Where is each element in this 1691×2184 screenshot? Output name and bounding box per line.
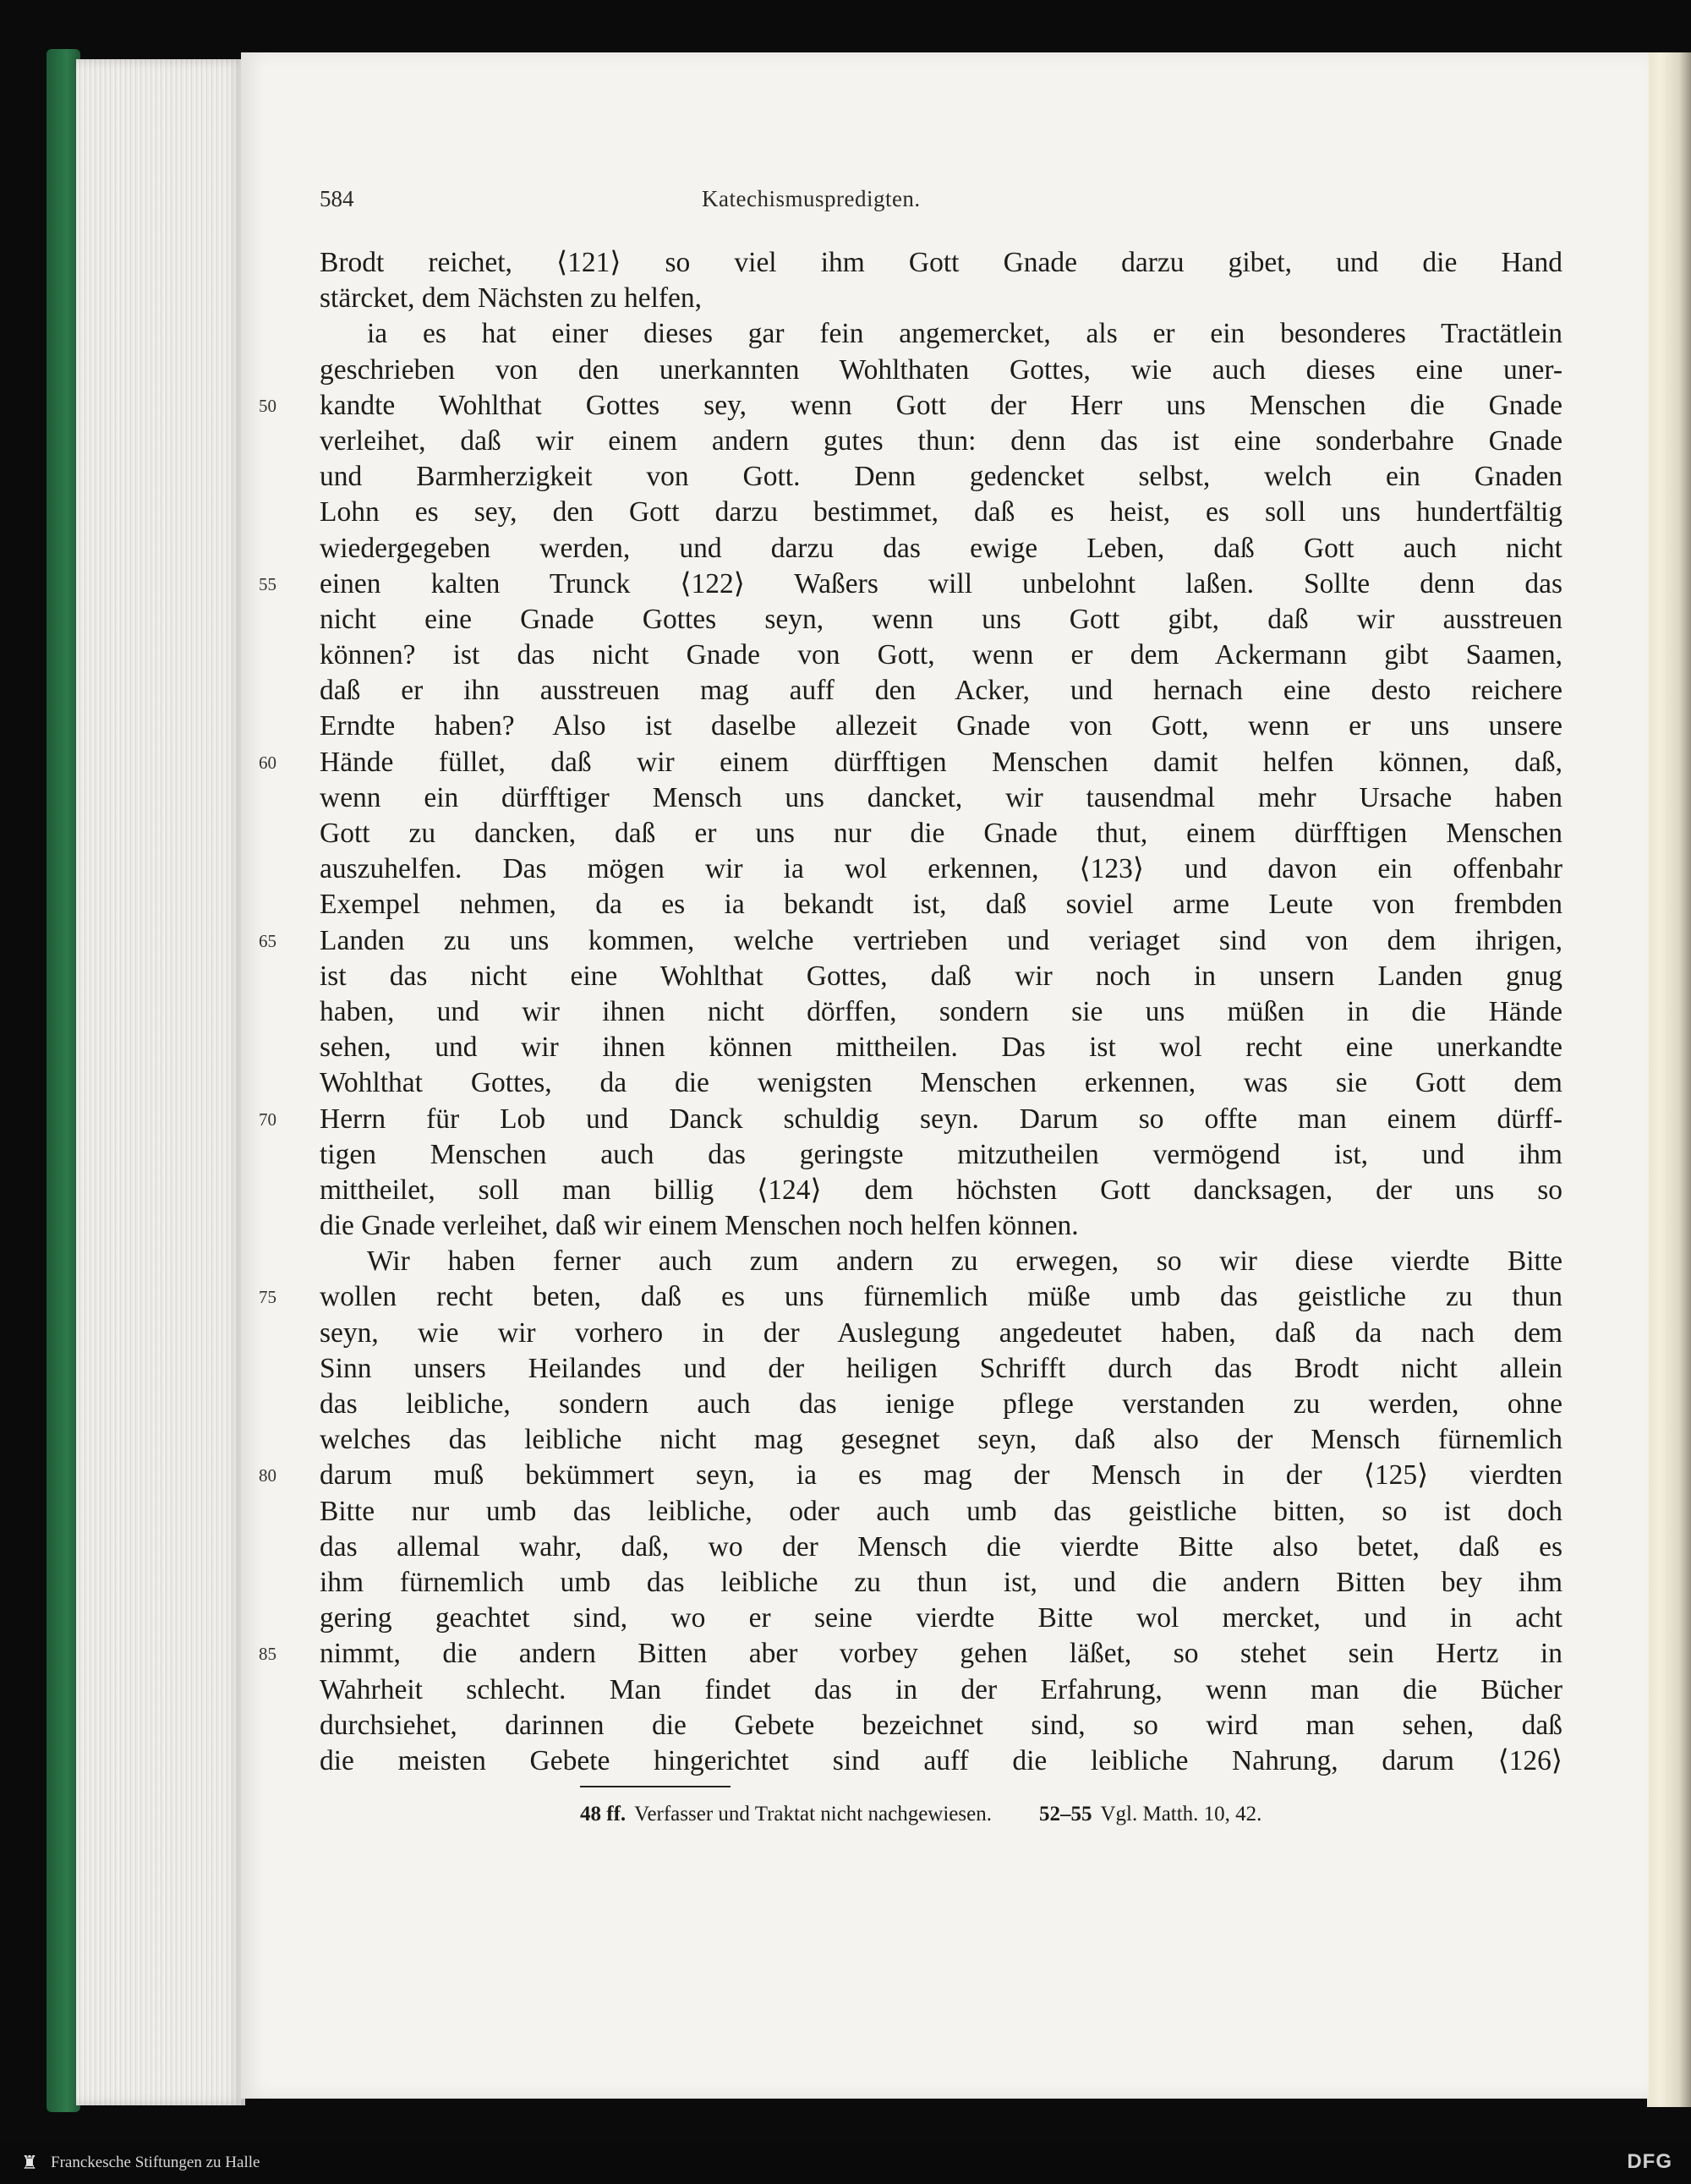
- line-text: können? ist das nicht Gnade von Gott, wenn er dem Ackermann gibt Saamen,: [320, 639, 1562, 671]
- line-text: das allemal wahr, daß, wo der Mensch die vierdte Bitte also betet, daß es: [320, 1530, 1562, 1563]
- text-line: [320, 1065, 1562, 1101]
- text-line: [320, 1672, 1562, 1708]
- line-text: haben, und wir ihnen nicht dörffen, sondern sie uns müßen in die Hände: [320, 995, 1562, 1027]
- line-text: mittheilet, soll man billig ⟨124⟩ dem höchsten Gott dancksagen, der uns so: [320, 1174, 1562, 1206]
- line-text: und Barmherzigkeit von Gott. Denn gedencket selbst, welch ein Gnaden: [320, 461, 1562, 493]
- line-number: 55: [259, 573, 276, 594]
- line-text: die Gnade verleihet, daß wir einem Menschen noch helfen können.: [320, 1210, 1079, 1242]
- line-number: 80: [259, 1465, 276, 1486]
- line-number: 65: [259, 930, 276, 951]
- text-line: [320, 1494, 1562, 1530]
- line-text: einen kalten Trunck ⟨122⟩ Waßers will unbelohnt laßen. Sollte denn das: [320, 567, 1562, 599]
- text-line: [320, 638, 1562, 673]
- text-line: [259, 1636, 1562, 1672]
- text-line: [320, 959, 1562, 994]
- line-text: Wahrheit schlecht. Man findet das in der Erfahrung, wenn man die Bücher: [320, 1673, 1562, 1705]
- line-text: seyn, wie wir vorhero in der Auslegung angedeutet haben, daß da nach dem: [320, 1316, 1562, 1349]
- line-text: Herrn für Lob und Danck schuldig seyn. Darum so offte man einem dürff-: [320, 1103, 1562, 1135]
- footnote-rule: [580, 1786, 731, 1787]
- line-text: tigen Menschen auch das geringste mitzutheilen vermögend ist, und ihm: [320, 1138, 1562, 1170]
- line-text: Wohlthat Gottes, da die wenigsten Menschen erkennen, was sie Gott dem: [320, 1067, 1562, 1099]
- line-text: kandte Wohlthat Gottes sey, wenn Gott der Herr uns Menschen die Gnade: [320, 389, 1562, 421]
- right-edge-shadow: [1679, 52, 1691, 2107]
- line-text: darum muß bekümmert seyn, ia es mag der Mensch in der ⟨125⟩ vierdten: [320, 1459, 1562, 1492]
- line-text: die meisten Gebete hingerichtet sind auff die leibliche Nahrung, darum ⟨126⟩: [320, 1744, 1562, 1776]
- text-line: [320, 673, 1562, 709]
- text-line: [320, 281, 1562, 316]
- text-line: [259, 745, 1562, 780]
- line-text: verleihet, daß wir einem andern gutes thun: denn das ist eine sonderbahre Gnade: [320, 424, 1562, 457]
- text-line: [320, 353, 1562, 388]
- line-text: ihm fürnemlich umb das leibliche zu thun ist, und die andern Bitten bey ihm: [320, 1566, 1562, 1598]
- right-page-edge: [1647, 52, 1691, 2107]
- text-line: [320, 1208, 1562, 1244]
- line-number: 50: [259, 395, 276, 416]
- text-line: [320, 709, 1562, 744]
- line-text: wollen recht beten, daß es uns fürnemlich müße umb das geistliche zu thun: [320, 1281, 1562, 1313]
- line-text: Exempel nehmen, da es ia bekandt ist, daß soviel arme Leute von frembden: [320, 889, 1562, 921]
- main-text: [259, 245, 1562, 1779]
- text-line: [320, 1351, 1562, 1387]
- text-line: [320, 1422, 1562, 1458]
- line-text: daß er ihn ausstreuen mag auff den Acker, und hernach eine desto reichere: [320, 675, 1562, 707]
- text-line: [320, 531, 1562, 567]
- footnote-text: Verfasser und Traktat nicht nachgewiesen.: [634, 1803, 992, 1825]
- footnote: [580, 1803, 992, 1826]
- text-line: [320, 1601, 1562, 1636]
- footnote-ref: 48 ff.: [580, 1803, 627, 1825]
- text-line: [320, 851, 1562, 887]
- text-line: [320, 816, 1562, 851]
- institution-name[interactable]: Franckesche Stiftungen zu Halle: [51, 2154, 260, 2171]
- dfg-logo: DFG: [1627, 2150, 1672, 2173]
- line-text: Brodt reichet, ⟨121⟩ so viel ihm Gott Gnade darzu gibet, und die Hand: [320, 247, 1562, 278]
- line-text: Bitte nur umb das leibliche, oder auch umb das geistliche bitten, so ist doch: [320, 1495, 1562, 1527]
- line-text: nimmt, die andern Bitten aber vorbey gehen läßet, so stehet sein Hertz in: [320, 1638, 1562, 1670]
- text-line: [259, 1279, 1562, 1315]
- line-text: Sinn unsers Heilandes und der heiligen Schrifft durch das Brodt nicht allein: [320, 1352, 1562, 1384]
- line-text: Gott zu dancken, daß er uns nur die Gnade thut, einem dürfftigen Menschen: [320, 818, 1562, 849]
- franckesche-emblem-icon: ♜: [21, 2152, 38, 2173]
- line-text: ist das nicht eine Wohlthat Gottes, daß wir noch in unsern Landen gnug: [320, 960, 1562, 992]
- line-text: Landen zu uns kommen, welche vertrieben und veriaget sind von dem ihrigen,: [320, 924, 1562, 956]
- line-number: 70: [259, 1108, 276, 1130]
- text-line: [320, 994, 1562, 1030]
- line-text: wenn ein dürfftiger Mensch uns dancket, wir tausendmal mehr Ursache haben: [320, 781, 1562, 813]
- line-text: Hände füllet, daß wir einem dürfftigen Menschen damit helfen können, daß,: [320, 746, 1562, 778]
- running-title: Katechismuspredigten.: [702, 186, 921, 211]
- text-line: [259, 388, 1562, 424]
- text-line: [320, 1708, 1562, 1743]
- text-line: [320, 316, 1562, 352]
- text-line: [320, 1565, 1562, 1601]
- book-cover-edge: [47, 49, 80, 2112]
- text-line: [320, 459, 1562, 495]
- line-text: das leibliche, sondern auch das ienige pflege verstanden zu werden, ohne: [320, 1388, 1562, 1420]
- text-line: [320, 1530, 1562, 1565]
- text-line: [320, 1137, 1562, 1173]
- line-text: geschrieben von den unerkannten Wohlthaten Gottes, wie auch dieses eine uner-: [320, 353, 1562, 386]
- text-line: [320, 1743, 1562, 1779]
- text-line: [320, 1316, 1562, 1351]
- footnote-text: Vgl. Matth. 10, 42.: [1100, 1803, 1262, 1825]
- line-text: nicht eine Gnade Gottes seyn, wenn uns Gott gibt, daß wir ausstreuen: [320, 603, 1562, 635]
- text-line: [320, 495, 1562, 530]
- line-text: durchsiehet, darinnen die Gebete bezeichnet sind, so wird man sehen, daß: [320, 1709, 1562, 1741]
- line-text: welches das leibliche nicht mag gesegnet seyn, daß also der Mensch fürnemlich: [320, 1424, 1562, 1456]
- line-text: sehen, und wir ihnen können mittheilen. Das ist wol recht eine unerkandte: [320, 1032, 1562, 1064]
- line-text: Erndte haben? Also ist daselbe allezeit Gnade von Gott, wenn er uns unsere: [320, 710, 1562, 742]
- footnotes: [580, 1803, 1595, 1826]
- line-text: stärcket, dem Nächsten zu helfen,: [320, 282, 703, 315]
- text-line: [259, 1102, 1562, 1137]
- line-number: 60: [259, 752, 276, 773]
- text-line: [320, 424, 1562, 459]
- line-number: 75: [259, 1287, 276, 1308]
- line-text: Wir haben ferner auch zum andern zu erwegen, so wir diese vierdte Bitte: [367, 1245, 1562, 1278]
- page-stack-edges: [76, 59, 245, 2105]
- text-line: [320, 1173, 1562, 1208]
- text-line: [320, 602, 1562, 638]
- line-text: gering geachtet sind, wo er seine vierdte Bitte wol mercket, und in acht: [320, 1602, 1562, 1634]
- line-text: wiedergegeben werden, und darzu das ewige Leben, daß Gott auch nicht: [320, 532, 1562, 564]
- line-text: auszuhelfen. Das mögen wir ia wol erkennen, ⟨123⟩ und davon ein offenbahr: [320, 853, 1562, 885]
- text-line: [320, 1387, 1562, 1422]
- text-line: [259, 1458, 1562, 1493]
- text-line: [320, 887, 1562, 922]
- line-number: 85: [259, 1644, 276, 1665]
- viewer-footer-bar: [0, 2142, 1691, 2184]
- footnote-ref: 52–55: [1038, 1803, 1092, 1825]
- text-line: [320, 780, 1562, 816]
- text-line: [259, 923, 1562, 959]
- text-line: [320, 245, 1562, 281]
- text-line: [320, 1244, 1562, 1279]
- line-text: Lohn es sey, den Gott darzu bestimmet, daß es heist, es soll uns hundertfältig: [320, 496, 1562, 528]
- text-line: [259, 567, 1562, 602]
- footnote: [1039, 1803, 1261, 1826]
- text-line: [320, 1030, 1562, 1065]
- line-text: ia es hat einer dieses gar fein angemercket, als er ein besonderes Tractätlein: [367, 318, 1562, 350]
- page-number: 584: [320, 186, 354, 211]
